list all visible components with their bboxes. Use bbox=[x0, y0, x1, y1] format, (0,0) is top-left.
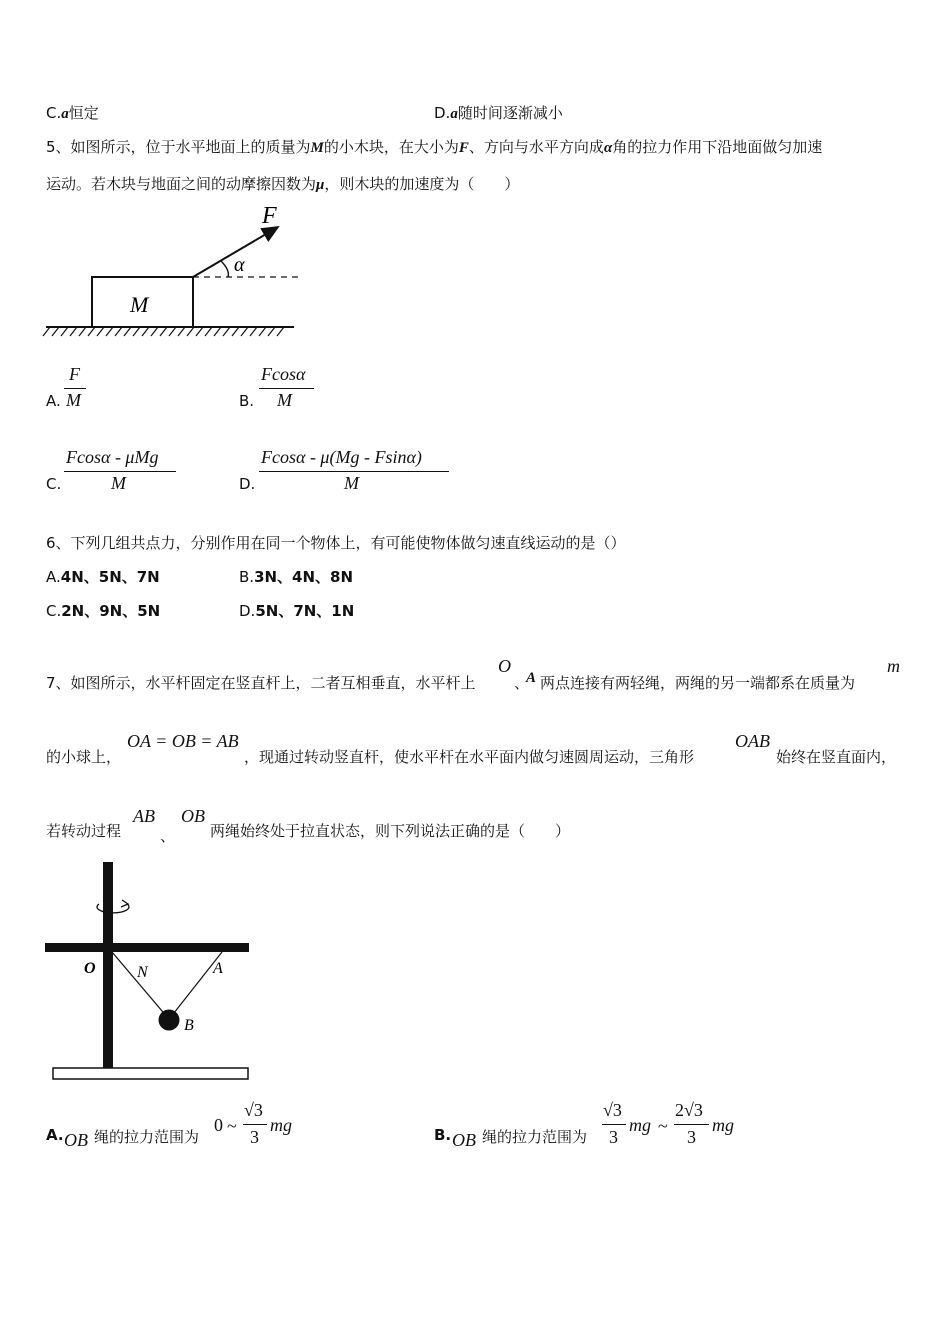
q6-option-b bbox=[239, 566, 353, 587]
q5-option-b-label: B. bbox=[239, 392, 255, 410]
numerator: Fcosα - μ(Mg - Fsinα) bbox=[261, 447, 422, 467]
fraction-bar bbox=[259, 471, 449, 472]
fraction-bar bbox=[259, 388, 314, 389]
ground-hatch-mark bbox=[259, 327, 266, 336]
q6-option-d bbox=[239, 600, 354, 621]
q7-option-a-label: A. bbox=[46, 1126, 64, 1144]
denominator: M bbox=[344, 473, 359, 493]
option-text: 恒定 bbox=[68, 104, 99, 122]
option-label: D. bbox=[434, 104, 451, 122]
ground-hatch-mark bbox=[79, 327, 86, 336]
option-text: 随时间逐渐减小 bbox=[457, 104, 563, 122]
option-text: 2N、9N、5N bbox=[61, 602, 161, 620]
numerator: √3 bbox=[244, 1100, 263, 1120]
stem-text: 5、如图所示，位于水平地面上的质量为 bbox=[46, 138, 311, 156]
q7-option-b-OB: OB bbox=[452, 1130, 476, 1150]
ground-hatch-mark bbox=[160, 327, 167, 336]
force-label-F: F bbox=[262, 203, 277, 229]
variable-alpha: α bbox=[603, 140, 613, 156]
q7-var-AB: AB bbox=[133, 806, 155, 826]
q7-option-b-tilde: ~ bbox=[658, 1116, 668, 1136]
q7-var-O: O bbox=[498, 656, 511, 676]
option-label: D. bbox=[239, 602, 256, 620]
ground-hatch-mark bbox=[61, 327, 68, 336]
ground-hatch-mark bbox=[142, 327, 149, 336]
numerator: Fcosα bbox=[261, 364, 306, 384]
q7-var-OB: OB bbox=[181, 806, 205, 826]
q7-var-A: A bbox=[526, 670, 537, 686]
stem-text: 的小木块，在大小为 bbox=[323, 138, 459, 156]
q7-rotating-rod-figure bbox=[40, 858, 255, 1083]
ground-hatch-mark bbox=[196, 327, 203, 336]
q6-stem: 6、下列几组共点力，分别作用在同一个物体上，有可能使物体做匀速直线运动的是（） bbox=[46, 534, 626, 552]
ground-hatch-mark bbox=[106, 327, 113, 336]
ground-hatch-mark bbox=[133, 327, 140, 336]
q6-option-c bbox=[46, 600, 160, 621]
ground-hatch-mark bbox=[268, 327, 275, 336]
option-label: C. bbox=[46, 104, 62, 122]
q5-option-c-label: C. bbox=[46, 475, 62, 493]
q5-option-d-label: D. bbox=[239, 475, 256, 493]
denominator: 3 bbox=[687, 1127, 696, 1147]
ground-hatch-mark bbox=[88, 327, 95, 336]
q7-option-a-mg: mg bbox=[270, 1115, 292, 1135]
q7-var-OAB: OAB bbox=[735, 731, 770, 751]
variable-F: F bbox=[458, 140, 469, 156]
option-text: 4N、5N、7N bbox=[60, 568, 160, 586]
q7-option-b-text: 绳的拉力范围为 bbox=[482, 1128, 588, 1146]
q7-option-b-mg1: mg bbox=[629, 1115, 651, 1135]
ground-hatch-mark bbox=[232, 327, 239, 336]
stem-text: ，则木块的加速度为（ ） bbox=[324, 175, 520, 193]
ground-hatch-mark bbox=[115, 327, 122, 336]
stem-text: 运动。若木块与地面之间的动摩擦因数为 bbox=[46, 175, 317, 193]
ground-hatch-mark bbox=[70, 327, 77, 336]
q7-option-a-OB: OB bbox=[64, 1130, 88, 1150]
ground-hatch-mark bbox=[250, 327, 257, 336]
block-label-M: M bbox=[130, 292, 149, 317]
q4-option-c bbox=[46, 102, 99, 123]
q7-option-a-zero: 0 bbox=[214, 1115, 223, 1135]
q5-stem-line1 bbox=[46, 136, 822, 157]
stem-text: 角的拉力作用下沿地面做匀加速 bbox=[612, 138, 823, 156]
denominator: M bbox=[277, 390, 292, 410]
fraction-bar bbox=[674, 1124, 709, 1125]
ground-hatch-mark bbox=[187, 327, 194, 336]
ground-hatch-mark bbox=[151, 327, 158, 336]
q7-stem-line1-sep: 、 bbox=[514, 674, 530, 692]
ground-hatch-mark bbox=[52, 327, 59, 336]
denominator: 3 bbox=[250, 1127, 259, 1147]
q7-option-b-label: B. bbox=[434, 1126, 452, 1144]
denominator: M bbox=[66, 390, 81, 410]
ground-hatch-mark bbox=[178, 327, 185, 336]
option-label: B. bbox=[239, 568, 255, 586]
numerator: Fcosα - μMg bbox=[66, 447, 159, 467]
numerator: 2√3 bbox=[675, 1100, 703, 1120]
ground-hatch-mark bbox=[97, 327, 104, 336]
option-text: 3N、4N、8N bbox=[254, 568, 354, 586]
label-A: A bbox=[213, 960, 223, 977]
option-label: A. bbox=[46, 568, 61, 586]
q7-stem-line3-text-a: 若转动过程 bbox=[46, 822, 122, 840]
ground-hatch-mark bbox=[124, 327, 131, 336]
q6-option-a bbox=[46, 566, 160, 587]
ground-hatch-mark bbox=[43, 327, 50, 336]
q7-option-a-tilde: ~ bbox=[227, 1116, 237, 1136]
denominator: M bbox=[111, 473, 126, 493]
ground-hatch-mark bbox=[169, 327, 176, 336]
q7-stem-line2-text-a: 的小球上， bbox=[46, 748, 122, 766]
label-B: B bbox=[184, 1017, 194, 1034]
option-text: 5N、7N、1N bbox=[255, 602, 355, 620]
denominator: 3 bbox=[609, 1127, 618, 1147]
q5-block-figure bbox=[40, 198, 310, 348]
q7-stem-line1-text-a: 7、如图所示，水平杆固定在竖直杆上，二者互相垂直，水平杆上 bbox=[46, 674, 476, 692]
numerator: F bbox=[69, 364, 80, 384]
fraction-bar bbox=[64, 388, 86, 389]
ground-hatch-mark bbox=[214, 327, 221, 336]
fraction-bar bbox=[243, 1124, 267, 1125]
angle-label-alpha: α bbox=[234, 254, 245, 276]
q5-option-a-label: A. bbox=[46, 392, 61, 410]
q7-stem-line2-text-c: 始终在竖直面内， bbox=[776, 748, 897, 766]
q7-stem-line2-text-b: ，现通过转动竖直杆，使水平杆在水平面内做匀速圆周运动，三角形 bbox=[244, 748, 695, 766]
variable-M: M bbox=[310, 140, 324, 156]
ground-hatch-mark bbox=[241, 327, 248, 336]
ground-hatch-mark bbox=[223, 327, 230, 336]
variable-a: a bbox=[450, 106, 458, 122]
stem-text: 、方向与水平方向成 bbox=[468, 138, 604, 156]
q7-equation: OA = OB = AB bbox=[127, 731, 239, 751]
ground-hatch-mark bbox=[277, 327, 284, 336]
label-N: N bbox=[137, 964, 148, 981]
variable-a: a bbox=[61, 106, 69, 122]
q7-option-a-text: 绳的拉力范围为 bbox=[94, 1128, 200, 1146]
numerator: √3 bbox=[603, 1100, 622, 1120]
ground-hatch-mark bbox=[205, 327, 212, 336]
q7-stem-line3-sep: 、 bbox=[160, 827, 176, 845]
label-O: O bbox=[84, 960, 96, 977]
q7-stem-line1-text-c: 两点连接有两轻绳，两绳的另一端都系在质量为 bbox=[540, 674, 856, 692]
variable-mu: μ bbox=[316, 177, 325, 193]
fraction-bar bbox=[64, 471, 176, 472]
q7-option-b-mg2: mg bbox=[712, 1115, 734, 1135]
q4-option-d bbox=[434, 102, 563, 123]
option-label: C. bbox=[46, 602, 62, 620]
q7-stem-line3-text-c: 两绳始终处于拉直状态，则下列说法正确的是（ ） bbox=[210, 822, 571, 840]
q5-stem-line2 bbox=[46, 173, 519, 194]
q7-var-m: m bbox=[887, 656, 900, 676]
fraction-bar bbox=[602, 1124, 626, 1125]
